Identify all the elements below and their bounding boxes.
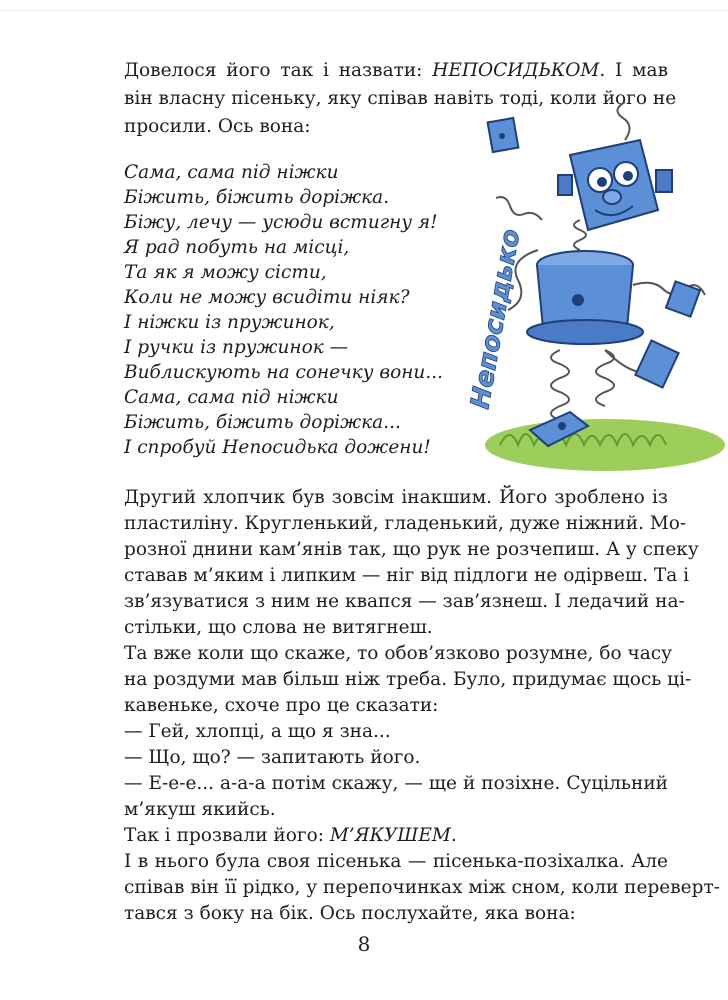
paragraph-line: просили. Ось вона: [124, 116, 311, 137]
dialogue-line: — Гей, хлопці, а що я зна... [124, 721, 391, 742]
poem-line: Сама, сама під ніжки [124, 387, 339, 408]
poem-line: Та як я можу сісти, [124, 262, 327, 283]
paragraph-line: Другий хлопчик був зовсім інакшим. Його зроблено із [124, 487, 668, 508]
page-number: 8 [357, 932, 371, 956]
paragraph-line: ставав м’яким і липким — ніг від підлоги не одірвеш. Та і [124, 565, 690, 586]
dialogue-line: — Що, що? — запитають його. [124, 747, 421, 768]
poem-line: Сама, сама під ніжки [124, 162, 339, 183]
dialogue-line: м’якуш якийсь. [124, 799, 276, 820]
paragraph-line: зв’язуватися з ним не квапся — зав’язнеш. І ледачий на- [124, 591, 685, 612]
paragraph-line: Так і прозвали його: М’ЯКУШЕМ. [124, 825, 457, 846]
paragraph-line: співав він її рідко, у перепочинках між сном, коли переверт- [124, 877, 720, 898]
paragraph-line: кавеньке, схоче про це сказати: [124, 695, 439, 716]
poem-line: І ніжки із пружинок, [124, 312, 335, 333]
paragraph-line: тався з боку на бік. Ось послухайте, яка вона: [124, 903, 576, 924]
poem-line: Біжу, лечу — усюди встигну я! [124, 212, 438, 233]
poem-line: Біжить, біжить доріжка. [124, 187, 390, 208]
paragraph-line: пластиліну. Кругленький, гладенький, дуже ніжний. Мо- [124, 513, 687, 534]
paragraph-line: Та вже коли що скаже, то обов’язково розумне, бо часу [124, 643, 672, 664]
paragraph-line: він власну пісеньку, яку співав навіть тоді, коли його не [124, 88, 677, 109]
poem-line: Я рад побуть на місці, [124, 237, 350, 258]
illustration-caption: Непосидько [465, 226, 527, 412]
dialogue-line: — Е-е-е... а-а-а потім скажу, — ще й позіхне. Суцільний [124, 773, 668, 794]
paragraph-line: стільки, що слова не витягнеш. [124, 617, 433, 638]
paragraph-line: І в нього була своя пісенька — пісенька-позіхалка. Але [124, 851, 668, 872]
paragraph-line: Довелося його так і назвати: НЕПОСИДЬКОМ. І мав [124, 60, 668, 81]
poem-line: І ручки із пружинок — [124, 337, 349, 358]
robot-illustration [430, 100, 728, 485]
character-name: М’ЯКУШЕМ [329, 825, 451, 846]
paragraph-line: на роздуми мав більш ніж треба. Було, придумає щось ці- [124, 669, 692, 690]
poem-line: Коли не можу всидіти ніяк? [124, 287, 410, 308]
poem-line: Виблискують на сонечку вони... [124, 362, 443, 383]
paragraph-line: розної днини кам’янів так, що рук не розчепиш. А у спеку [124, 539, 699, 560]
top-rule [0, 0, 728, 11]
grass-patch [485, 419, 725, 471]
poem-line: Біжить, біжить доріжка... [124, 412, 401, 433]
poem-line: І спробуй Непосидька дожени! [124, 437, 431, 458]
character-name: НЕПОСИДЬКОМ [432, 60, 600, 81]
